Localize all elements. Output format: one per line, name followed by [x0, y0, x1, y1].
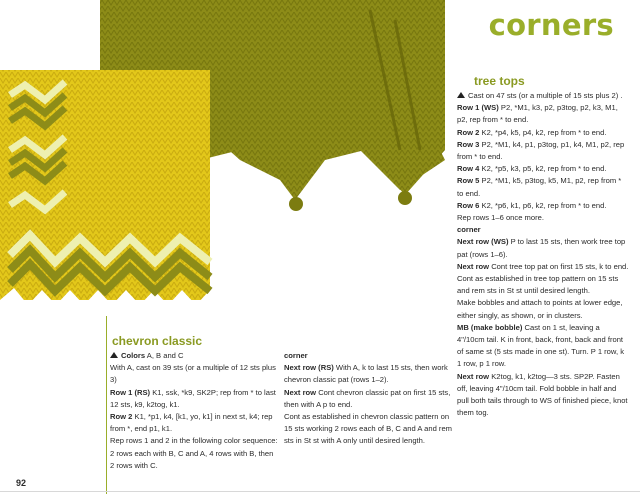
chevron-instructions: [110, 350, 278, 472]
tree-tops-last-row: Next row K2tog, k1, k2tog—3 sts. SP2P. Fasten off, leaving 4"/10cm tail. Fold bobble in half and pull both tails through to WS of finished piece, knot them tog.: [457, 371, 628, 418]
tree-tops-repeat: Rep rows 1–6 once more.: [457, 213, 544, 223]
chevron-cast-on: With A, cast on 39 sts (or a multiple of 12 sts plus 3): [110, 363, 276, 385]
knit-swatches-photo: [0, 0, 470, 318]
tree-tops-row-3: Row 3 P2, *M1, k4, p1, p3tog, p1, k4, M1, p2, rep from * to end.: [457, 139, 625, 162]
chevron-cont: Cont as established in chevron classic pattern on 15 sts working 2 rows each of B, C and A and rem sts in St st with A only until desired length.: [284, 412, 452, 446]
chevron-corner-row-1: Next row (RS) With A, k to last 15 sts, then work chevron classic pat (rows 1–2).: [284, 363, 448, 385]
tree-tops-instructions: [457, 90, 629, 419]
skill-level-icon: [457, 92, 465, 98]
page-title: corners: [488, 8, 614, 42]
tree-tops-cont: Cont as established in tree top pattern on 15 sts and rem sts in St st until desired length.: [457, 274, 619, 296]
tree-tops-mb: MB (make bobble) Cast on 1 st, leaving a 4"/10cm tail. K in front, back, front, back and front of same st (5 sts made in one st). Turn. P 1 row, k 1 row, p 1 row.: [457, 322, 624, 369]
skill-level-icon: [110, 352, 118, 358]
chevron-row-1: Row 1 (RS) K1, ssk, *k9, SK2P; rep from * to last 12 sts, k9, k2tog, k1.: [110, 387, 276, 409]
chevron-swatch: [0, 70, 210, 305]
tree-tops-row-1: Row 1 (WS) P2, *M1, k3, p2, p3tog, p2, k3, M1, p2, rep from * to end.: [457, 103, 618, 125]
tree-tops-corner-row-1: Next row (WS) P to last 15 sts, then work tree top pat (rows 1–6).: [457, 237, 626, 259]
tree-tops-row-5: Row 5 P2, *M1, k5, p3tog, k5, M1, p2, rep from * to end.: [457, 176, 622, 198]
chevron-corner-heading: corner: [284, 351, 308, 360]
tree-tops-row-4: Row 4 K2, *p5, k3, p5, k2, rep from * to end.: [457, 164, 607, 174]
tree-tops-bobbles: Make bobbles and attach to points at lower edge, either singly, as shown, or in clusters.: [457, 298, 623, 320]
chevron-heading: chevron classic: [112, 334, 203, 348]
chevron-colors: Colors A, B and C: [110, 350, 278, 362]
tree-tops-corner-row-2: Next row Cont tree top pat on first 15 sts, k to end.: [457, 261, 629, 271]
chevron-row-2: Row 2 K1, *p1, k4, [k1, yo, k1] in next st, k4; rep from *, end p1, k1.: [110, 412, 273, 434]
page-number: 92: [16, 478, 27, 488]
tree-tops-corner-heading: corner: [457, 225, 481, 235]
chevron-corner-row-2: Next row Cont chevron classic pat on first 15 sts, then with A p to end.: [284, 387, 451, 409]
tree-tops-cast-on: Cast on 47 sts (or a multiple of 15 sts plus 2) .: [457, 90, 629, 102]
section-rule: [106, 316, 107, 494]
chevron-repeat: Rep rows 1 and 2 in the following color sequence: 2 rows each with B, C and A, 4 rows with B, then 2 rows with C.: [110, 436, 278, 470]
footer-rule: [0, 491, 640, 492]
tree-tops-row-6: Row 6 K2, *p6, k1, p6, k2, rep from * to end.: [457, 200, 607, 210]
chevron-corner-instructions: [284, 350, 452, 448]
tree-tops-heading: tree tops: [474, 74, 525, 88]
tree-tops-row-2: Row 2 K2, *p4, k5, p4, k2, rep from * to end.: [457, 127, 607, 137]
